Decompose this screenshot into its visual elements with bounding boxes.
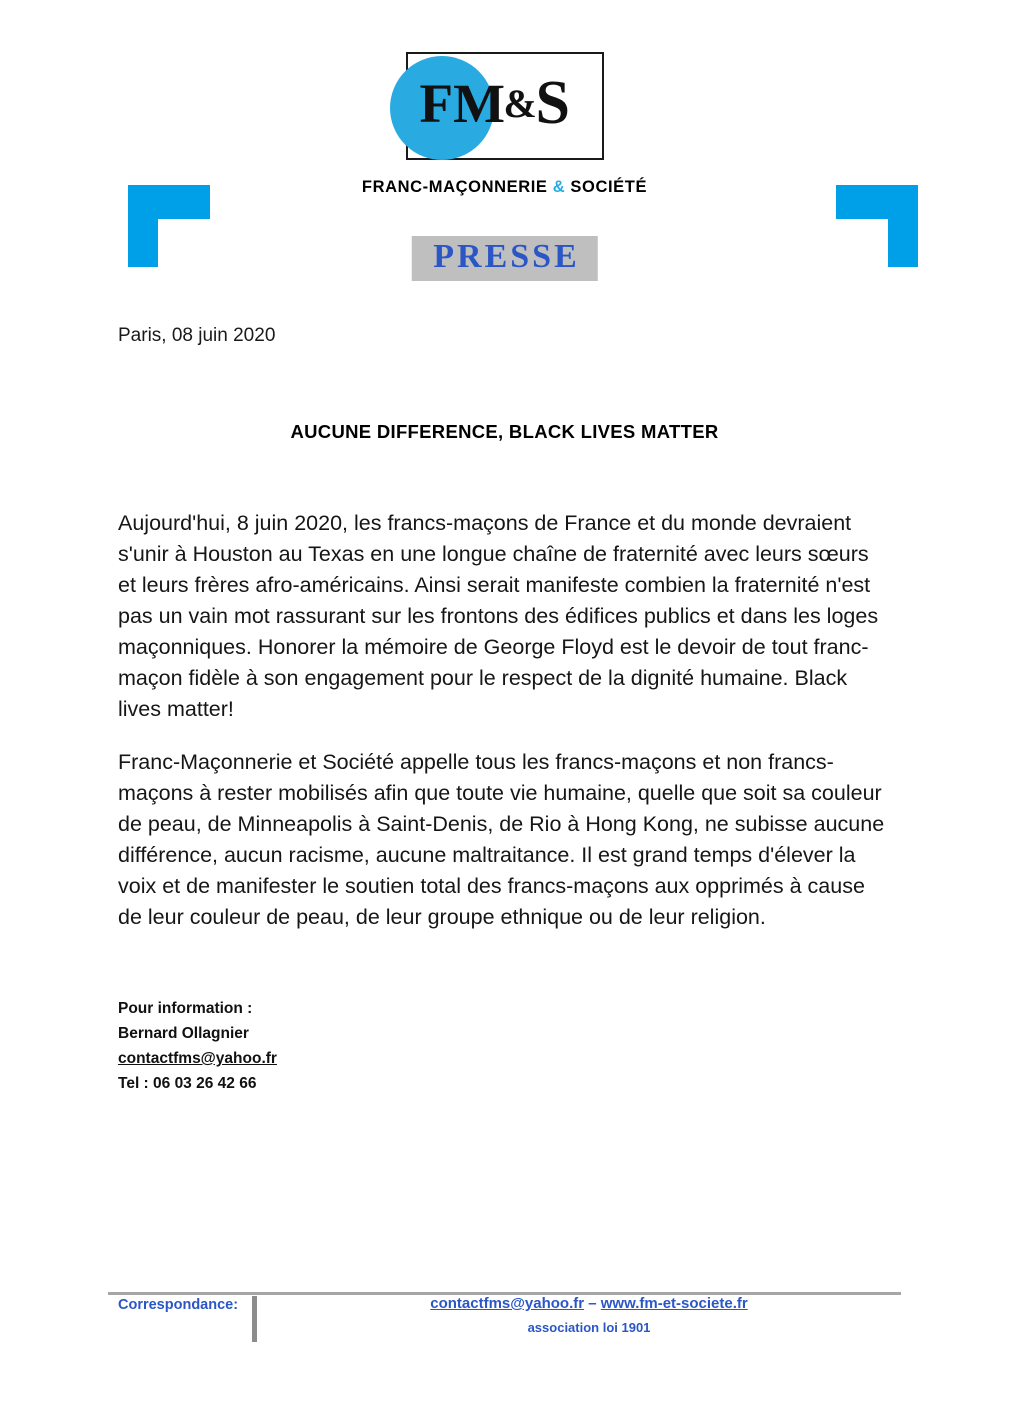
logo-mark [406,52,604,160]
contact-email-link[interactable] [118,1046,277,1071]
presse-badge: PRESSE [411,236,598,281]
logo-header [0,52,1009,160]
logo-text-fm: FM [419,73,506,134]
brand-separator: & [552,178,566,196]
footer-vertical-divider [252,1296,257,1342]
bracket-right-vertical [888,185,918,267]
brand-suffix: SOCIÉTÉ [570,178,648,196]
document-body [118,508,886,955]
footer-email-link[interactable]: contactfms@yahoo.fr [430,1295,585,1312]
footer-links [277,1295,901,1312]
contact-heading: Pour information : [118,1000,253,1017]
footer-website-link[interactable]: www.fm-et-societe.fr [600,1295,748,1312]
body-paragraph-1: Aujourd'hui, 8 juin 2020, les francs-maçons de France et du monde devraient s'unir à Houston au Texas en une longue chaîne de fraternité avec leurs sœurs et leurs frères afro-américains. Ainsi serait manifeste combien la fraternité n'est pas un vain mot rassurant sur les frontons des édifices publics et dans les loges maçonniques. Honorer la mémoire de George Floyd est le devoir de tout franc-maçon fidèle à son engagement pour le respect de la dignité humaine. Black lives matter! [118,511,879,721]
contact-block [118,996,277,1096]
logo-text-s: S [535,69,570,137]
footer-link-separator: – [584,1295,601,1312]
footer-legal-text: association loi 1901 [527,1320,651,1335]
corner-bracket-left-icon [128,185,210,267]
contact-email-anchor[interactable]: contactfms@yahoo.fr [118,1050,277,1067]
corner-bracket-right-icon [836,185,918,267]
dateline: Paris, 08 juin 2020 [118,325,276,346]
logo-text-ampersand: & [503,81,537,126]
contact-phone: Tel : 06 03 26 42 66 [118,1075,257,1092]
bracket-left-vertical [128,185,158,267]
contact-name: Bernard Ollagnier [118,1025,249,1042]
body-paragraph-2: Franc-Maçonnerie et Société appelle tous les francs-maçons et non francs-maçons à rester mobilisés afin que toute vie humaine, quelle que soit sa couleur de peau, de Minneapolis à Saint-Denis, de Rio à Hong Kong, ne subisse aucune différence, aucun racisme, aucune maltraitance. Il est grand temps d'élever la voix et de manifester le soutien total des francs-maçons aux opprimés à cause de leur couleur de peau, de leur groupe ethnique ou de leur religion. [118,750,885,929]
brand-prefix: FRANC-MAÇONNERIE [361,178,548,196]
footer-label: Correspondance: [118,1297,239,1313]
page-title: AUCUNE DIFFERENCE, BLACK LIVES MATTER [290,421,719,442]
